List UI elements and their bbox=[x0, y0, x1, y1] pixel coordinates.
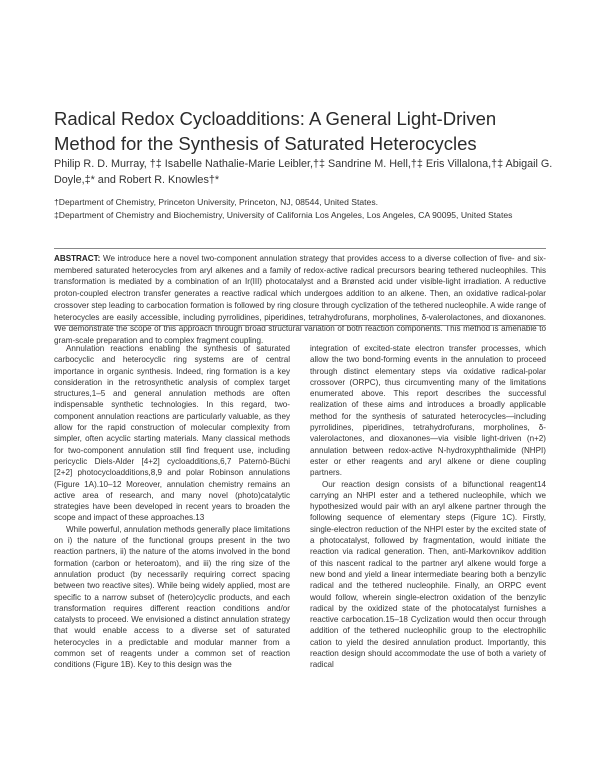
abstract bbox=[54, 253, 546, 347]
body-paragraph: While powerful, annulation methods generally place limitations on i) the nature of the functional groups present in the two reaction partners, ii) the nature of the atoms involved in the bond formation (carbon or heteroatom), and iii) the ring size of the annulation product (by necessarily requiring correct spacing between two reactive sites). While being widely applied, most are specific to a narrow subset of (hetero)cyclic products, and each transformation requires different reaction conditions and/or catalysts to proceed. We envisioned a distinct annulation strategy that would enable access to a diverse set of saturated heterocycles in a predictable and modular manner from a common set of reagents under a common set of reaction conditions (Figure 1B). Key to this design was the bbox=[54, 524, 290, 670]
body-column-left bbox=[54, 343, 290, 671]
affiliations bbox=[54, 196, 554, 221]
abstract-bottom-rule bbox=[54, 325, 546, 326]
abstract-label: ABSTRACT: bbox=[54, 254, 101, 263]
affiliation-princeton: †Department of Chemistry, Princeton University, Princeton, NJ, 08544, United States. bbox=[54, 197, 378, 207]
abstract-top-rule bbox=[54, 248, 546, 249]
page-title: Radical Redox Cycloadditions: A General Light-Driven Method for the Synthesis of Saturated Heterocycles bbox=[54, 108, 497, 154]
body-paragraph: Our reaction design consists of a bifunctional reagent14 carrying an NHPI ester and a tethered nucleophile, which we hypothesized would pair with an aryl alkene partner through the following sequence of elementary steps (Figure 1C). Firstly, single-electron reduction of the NHPI ester by the excited state of a photocatalyst, followed by fragmentation, would initiate the reaction via radical generation. Then, anti-Markovnikov addition of this nascent radical to the partner aryl alkene would forge a new bond and yield a linear intermediate bearing both a benzylic radical and the tethered nucleophile. Finally, an ORPC event would follow, wherein single-electron oxidation of the benzylic radical by the oxidized state of the photocatalyst furnishes a reactive carbocation.15–18 Cyclization would then occur through addition of the tethered nucleophilic group to the electrophilic cation to yield the desired annulation product. Importantly, this reaction design should accommodate the use of both a variety of radical bbox=[310, 479, 546, 670]
author-list: Philip R. D. Murray, †‡ Isabelle Nathalie-Marie Leibler,†‡ Sandrine M. Hell,†‡ Eris Villalona,†‡ Abigail G. Doyle,‡* and Robert R. Knowles†* bbox=[54, 158, 553, 186]
affiliation-ucla: ‡Department of Chemistry and Biochemistry, University of California Los Angeles, Los Angeles, CA 90095, United States bbox=[54, 209, 513, 220]
body-paragraph: integration of excited-state electron transfer processes, which allow the two bond-forming events in the annulation to proceed through distinct elementary steps via oxidative radical-polar crossover (ORPC), thus circumventing many of the limitations enumerated above. This report describes the successful realization of these aims and introduces a broadly applicable method for the synthesis of saturated heterocycles—including pyrrolidines, piperidines, tetrahydrofurans, morpholines, δ-valerolactones, and dioxanones—via visible light-driven (n+2) annulation between redox-active N-hydroxyphthalimide (NHPI) ester or ether reagents and aryl alkene or diene coupling partners. bbox=[310, 344, 546, 478]
body-paragraph: Annulation reactions enabling the synthesis of saturated carbocyclic and heterocyclic ring systems are of central importance in organic synthesis. Indeed, ring formation is a key consideration in the retrosynthetic analysis of complex target structures,1–5 and general annulation methods are often indispensable synthetic technologies. In this regard, two-component annulation reactions are particularly valuable, as they allow for the rapid construction of molecular complexity from simpler, often acyclic starting materials. Many classical methods for two-component annulation still find frequent use, including pericyclic Diels-Alder [4+2] cycloadditions,6,7 Paternò-Büchi [2+2] photocycloadditions,8,9 and polar Robinson annulations (Figure 1A).10–12 Moreover, annulation chemistry remains an active area of research, and many novel (photo)catalytic strategies have been developed in recent years to broaden the scope and impact of these approaches.13 bbox=[54, 344, 290, 523]
body-column-right bbox=[310, 343, 546, 671]
abstract-text: We introduce here a novel two-component annulation strategy that provides access to a diverse collection of five- and six-membered saturated heterocycles from aryl alkenes and a family of redox-active radical precursors bearing tethered nucleophiles. This transformation is mediated by a combination of an Ir(III) photocatalyst and a Brønsted acid under visible-light irradiation. A reductive proton-coupled electron transfer generates a reactive radical which undergoes addition to an alkene. Then, an oxidative radical-polar crossover step leading to carbocation formation is followed by ring closure through cyclization of the tethered nucleophile. A wide range of heterocycles are easily accessible, including pyrrolidines, piperidines, tetrahydrofurans, morpholines, δ-valerolactones, and dioxanones. We demonstrate the scope of this approach through broad structural variation of both reaction components. This method is amenable to gram-scale preparation and to complex fragment coupling. bbox=[54, 254, 546, 345]
